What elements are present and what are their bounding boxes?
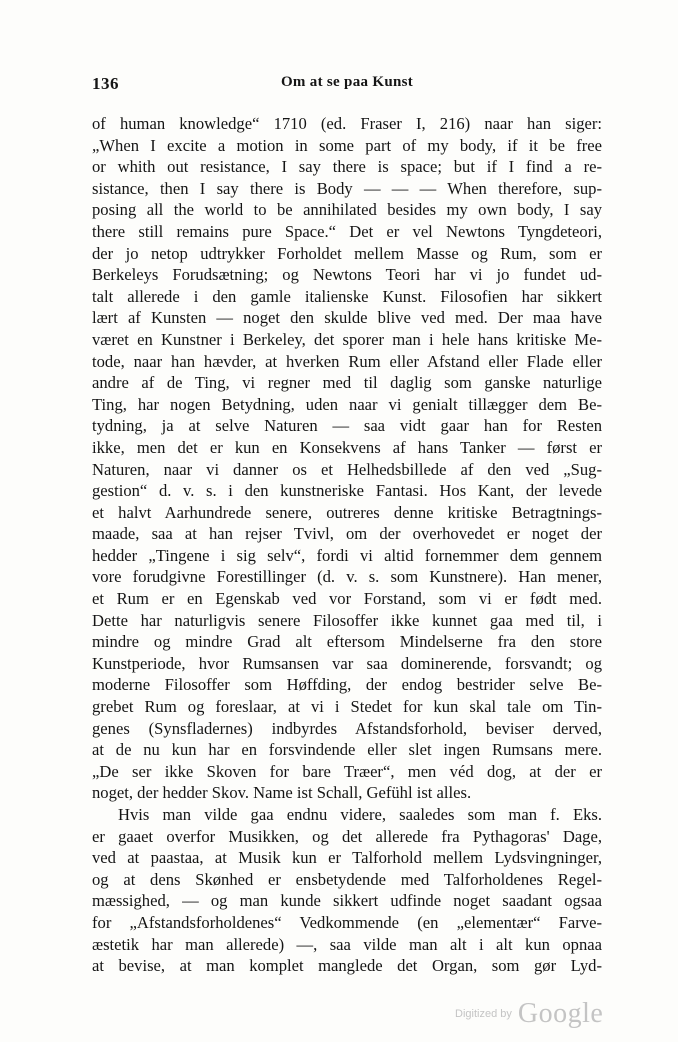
text-line: tydning, ja at selve Naturen — saa vidt gaar han for Resten bbox=[92, 416, 602, 436]
text-line: sistance, then I say there is Body — — — When therefore, sup- bbox=[92, 178, 602, 198]
text-line: mæssighed, — og man kunde sikkert udfinde noget saadant ogsaa bbox=[92, 891, 602, 911]
text-line: æstetik har man allerede) —, saa vilde man alt i alt kun opnaa bbox=[92, 934, 602, 954]
text-line: Ting, har nogen Betydning, uden naar vi genialt tillægger dem Be- bbox=[92, 394, 602, 414]
text-line: genes (Synsfladernes) indbyrdes Afstandsforhold, beviser derved, bbox=[92, 718, 602, 738]
text-line: „When I excite a motion in some part of my body, if it be free bbox=[92, 135, 602, 155]
text-line: ved at paastaa, at Musik kun er Talforhold mellem Lydsvingninger, bbox=[92, 848, 602, 868]
text-line: grebet Rum og foreslaar, at vi i Stedet for kun skal tale om Tin- bbox=[92, 697, 602, 717]
running-head-title: Om at se paa Kunst bbox=[280, 74, 414, 90]
running-head bbox=[92, 74, 602, 98]
text-line: at de nu kun har en forsvindende eller slet ingen Rumsans mere. bbox=[92, 740, 602, 760]
text-line: været en Kunstner i Berkeley, det sporer man i hele hans kritiske Me- bbox=[92, 329, 602, 349]
text-line: Berkeleys Forudsætning; og Newtons Teori har vi jo fundet ud- bbox=[92, 265, 602, 285]
text-line: at bevise, at man komplet manglede det Organ, som gør Lyd- bbox=[92, 956, 602, 976]
text-line: talt allerede i den gamle italienske Kunst. Filosofien har sikkert bbox=[92, 286, 602, 306]
text-line: for „Afstandsforholdenes“ Vedkommende (en „elementær“ Farve- bbox=[92, 912, 602, 932]
text-line: of human knowledge“ 1710 (ed. Fraser I, 216) naar han siger: bbox=[92, 114, 602, 133]
text-line: mindre og mindre Grad alt eftersom Mindelserne fra den store bbox=[92, 632, 602, 652]
text-line: maade, saa at han rejser Tvivl, om der overhovedet er noget der bbox=[92, 524, 602, 544]
text-line: Hvis man vilde gaa endnu videre, saaledes som man f. Eks. bbox=[118, 805, 602, 824]
text-line: tode, naar han hævder, at hverken Rum eller Afstand eller Flade eller bbox=[92, 351, 602, 371]
text-line: Kunstperiode, hvor Rumsansen var saa dominerende, forsvandt; og bbox=[92, 653, 602, 673]
text-line: og at dens Skønhed er ensbetydende med Talforholdenes Regel- bbox=[92, 869, 602, 889]
text-line: et halvt Aarhundrede senere, outreres denne kritiske Betragtnings- bbox=[92, 502, 602, 522]
text-line: vore forudgivne Forestillinger (d. v. s. som Kunstnere). Han mener, bbox=[92, 567, 602, 587]
text-line: moderne Filosoffer som Høffding, der endog bestrider selve Be- bbox=[92, 675, 602, 695]
text-line: et Rum er en Egenskab ved vor Forstand, som vi er født med. bbox=[92, 589, 602, 609]
text-line: er gaaet overfor Musikken, og det allerede fra Pythagoras' Dage, bbox=[92, 826, 602, 846]
body-text bbox=[92, 113, 602, 977]
text-line: andre af de Ting, vi regner med til daglig som ganske naturlige bbox=[92, 373, 602, 393]
text-line: der jo netop udtrykker Forholdet mellem Masse og Rum, som er bbox=[92, 243, 602, 263]
text-line: Dette har naturligvis senere Filosoffer ikke kunnet gaa med til, i bbox=[92, 610, 602, 630]
text-line: ikke, men det er kun en Konsekvens af hans Tanker — først er bbox=[92, 437, 602, 457]
page-number: 136 bbox=[92, 74, 119, 93]
google-logo: Google bbox=[517, 998, 604, 1029]
text-line: there still remains pure Space.“ Det er vel Newtons Tyngdeteori, bbox=[92, 221, 602, 241]
watermark-prefix: Digitized by bbox=[455, 1008, 512, 1020]
text-line: or whith out resistance, I say there is space; but if I find a re- bbox=[92, 157, 602, 177]
text-line: Naturen, naar vi danner os et Helhedsbillede af den ved „Sug- bbox=[92, 459, 602, 479]
text-line: noget, der hedder Skov. Name ist Schall, Gefühl ist alles. bbox=[92, 783, 472, 803]
text-line: lært af Kunsten — noget den skulde blive ved med. Der maa have bbox=[92, 308, 602, 328]
text-line: posing all the world to be annihilated besides my own body, I say bbox=[92, 200, 602, 220]
text-line: hedder „Tingene i sig selv“, fordi vi altid fornemmer dem gennem bbox=[92, 545, 602, 565]
text-line: gestion“ d. v. s. i den kunstneriske Fantasi. Hos Kant, der levede bbox=[92, 481, 602, 501]
digitized-watermark bbox=[455, 998, 605, 1030]
text-line: „De ser ikke Skoven for bare Træer“, men véd dog, at der er bbox=[92, 761, 602, 781]
